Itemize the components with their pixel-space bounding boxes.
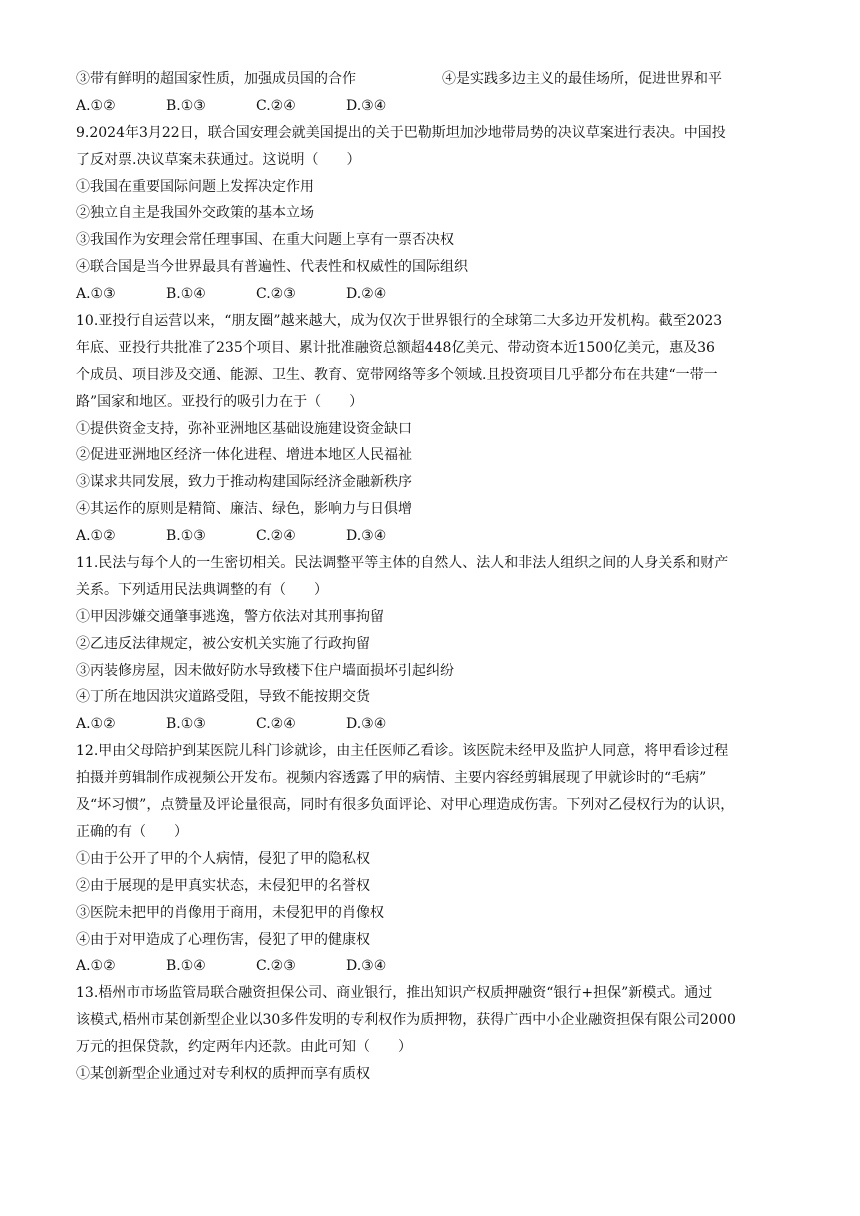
question-13 xyxy=(76,980,788,1088)
statement-item: ③丙装修房屋，因未做好防水导致楼下住户墙面损坏引起纠纷 xyxy=(76,662,454,679)
question-9 xyxy=(76,120,788,308)
answer-options xyxy=(76,281,788,308)
answer-option-a: A.①③ xyxy=(76,286,116,303)
answer-options xyxy=(76,93,788,120)
statement-item: ①甲因涉嫌交通肇事逃逸，警方依法对其刑事拘留 xyxy=(76,608,384,625)
answer-option-b: B.①③ xyxy=(166,97,206,114)
option-item-3: ③带有鲜明的超国家性质，加强成员国的合作 xyxy=(76,71,356,87)
statement-item: ①我国在重要国际问题上发挥决定作用 xyxy=(76,178,314,195)
answer-options xyxy=(76,711,788,738)
question-stem-line: 13.梧州市市场监管局联合融资担保公司、商业银行，推出知识产权质押融资“银行+担保”新模式。通过 xyxy=(76,985,713,1002)
statement-item: ①某创新型企业通过对专利权的质押而享有质权 xyxy=(76,1065,370,1082)
answer-option-d: D.③④ xyxy=(346,528,387,545)
answer-option-d: D.③④ xyxy=(346,958,387,975)
question-stem-line: 该模式,梧州市某创新型企业以30多件发明的专利权作为质押物，获得广西中小企业融资担保有限公司2000 xyxy=(76,1012,736,1029)
statement-item: ①由于公开了甲的个人病情，侵犯了甲的隐私权 xyxy=(76,850,370,867)
answer-option-d: D.②④ xyxy=(346,286,387,303)
statement-item: ③谋求共同发展，致力于推动构建国际经济金融新秩序 xyxy=(76,474,412,491)
statement-item: ③我国作为安理会常任理事国、在重大问题上享有一票否决权 xyxy=(76,232,454,249)
answer-option-c: C.②④ xyxy=(256,97,296,114)
statement-item: ③医院未把甲的肖像用于商用，未侵犯甲的肖像权 xyxy=(76,904,384,921)
answer-option-d: D.③④ xyxy=(346,97,387,114)
answer-option-d: D.③④ xyxy=(346,716,387,733)
answer-option-c: C.②④ xyxy=(256,716,296,733)
question-stem-line: 11.民法与每个人的一生密切相关。民法调整平等主体的自然人、法人和非法人组织之间的人身关系和财产 xyxy=(76,555,729,572)
question-12 xyxy=(76,738,788,980)
statement-item: ②乙违反法律规定，被公安机关实施了行政拘留 xyxy=(76,635,370,652)
answer-option-a: A.①② xyxy=(76,97,116,114)
question-stem-line: 个成员、项目涉及交通、能源、卫生、教育、宽带网络等多个领域.且投资项目几乎都分布在共建“一带一 xyxy=(76,366,718,383)
statement-item: ④其运作的原则是精简、廉洁、绿色，影响力与日俱增 xyxy=(76,501,412,518)
answer-option-a: A.①② xyxy=(76,716,116,733)
statement-item: ②独立自主是我国外交政策的基本立场 xyxy=(76,205,314,222)
question-11 xyxy=(76,550,788,738)
statement-item: ④由于对甲造成了心理伤害，侵犯了甲的健康权 xyxy=(76,931,370,948)
answer-options xyxy=(76,953,788,980)
answer-option-c: C.②③ xyxy=(256,958,296,975)
question-stem-line: 10.亚投行自运营以来，“朋友圈”越来越大，成为仅次于世界银行的全球第二大多边开发机构。截至2023 xyxy=(76,313,723,330)
answer-option-b: B.①③ xyxy=(166,528,206,545)
statement-item: ②由于展现的是甲真实状态，未侵犯甲的名誉权 xyxy=(76,877,370,894)
question-10 xyxy=(76,308,788,550)
option-item-4: ④是实践多边主义的最佳场所，促进世界和平 xyxy=(442,71,722,87)
statement-item: ②促进亚洲地区经济一体化进程、增进本地区人民福祉 xyxy=(76,447,412,464)
prev-question-items-row xyxy=(76,66,788,93)
answer-option-a: A.①② xyxy=(76,528,116,545)
answer-option-c: C.②④ xyxy=(256,528,296,545)
question-stem-line: 12.甲由父母陪护到某医院儿科门诊就诊，由主任医师乙看诊。该医院未经甲及监护人同意，将甲看诊过程 xyxy=(76,743,729,760)
statement-item: ①提供资金支持，弥补亚洲地区基础设施建设资金缺口 xyxy=(76,420,412,437)
question-stem-line: 9.2024年3月22日，联合国安理会就美国提出的关于巴勒斯坦加沙地带局势的决议草案进行表决。中国投 xyxy=(76,124,726,141)
question-stem-line: 路”国家和地区。亚投行的吸引力在于（ ） xyxy=(76,393,364,410)
answer-options xyxy=(76,523,788,550)
statement-item: ④联合国是当今世界最具有普遍性、代表性和权威性的国际组织 xyxy=(76,259,468,276)
question-stem-line: 正确的有（ ） xyxy=(76,823,188,840)
question-stem-line: 及“坏习惯”，点赞量及评论量很高，同时有很多负面评论、对甲心理造成伤害。下列对乙侵权行为的认识， xyxy=(76,797,735,814)
question-stem-line: 年底、亚投行共批准了235个项目、累计批准融资总额超448亿美元、带动资本近1500亿美元，惠及36 xyxy=(76,339,715,356)
answer-option-b: B.①③ xyxy=(166,716,206,733)
answer-option-a: A.①② xyxy=(76,958,116,975)
questions-content xyxy=(76,66,788,1088)
answer-option-c: C.②③ xyxy=(256,286,296,303)
question-stem-line: 拍摄并剪辑制作成视频公开发布。视频内容透露了甲的病情、主要内容经剪辑展现了甲就诊时的“毛病” xyxy=(76,770,707,787)
question-stem-line: 万元的担保贷款，约定两年内还款。由此可知（ ） xyxy=(76,1039,412,1056)
statement-item: ④丁所在地因洪灾道路受阻，导致不能按期交货 xyxy=(76,689,370,706)
question-stem-line: 关系。下列适用民法典调整的有（ ） xyxy=(76,581,328,598)
answer-option-b: B.①④ xyxy=(166,958,206,975)
answer-option-b: B.①④ xyxy=(166,286,206,303)
question-stem-line: 了反对票.决议草案未获通过。这说明（ ） xyxy=(76,151,361,168)
